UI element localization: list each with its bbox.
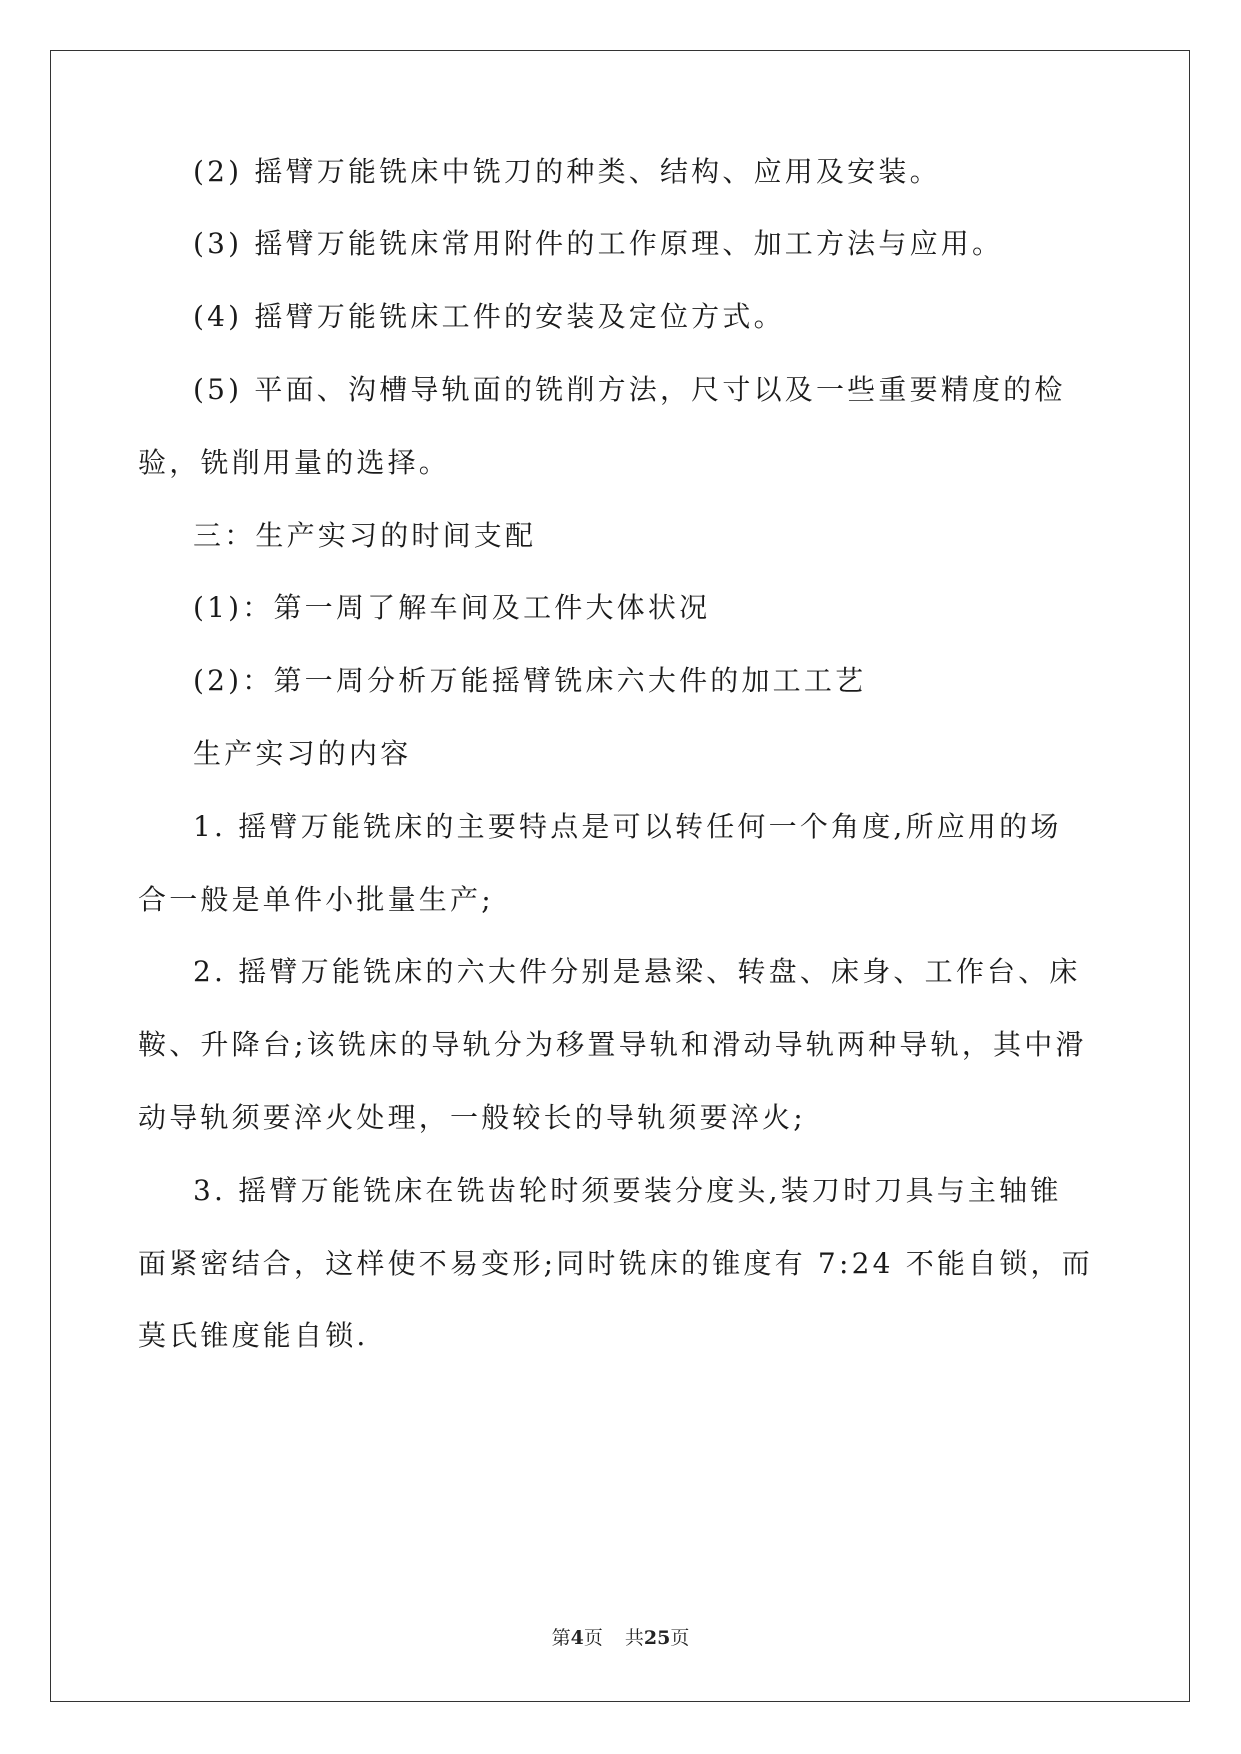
- text-line: (5) 平面、沟槽导轨面的铣削方法，尺寸以及一些重要精度的检: [193, 373, 1066, 406]
- text-line: 面紧密结合，这样使不易变形;同时铣床的锥度有 7:24 不能自锁，而: [138, 1247, 1093, 1280]
- section-heading: 三：生产实习的时间支配: [193, 519, 537, 552]
- text-line: (3) 摇臂万能铣床常用附件的工作原理、加工方法与应用。: [193, 227, 1004, 260]
- text-line: (1)：第一周了解车间及工件大体状况: [193, 591, 711, 624]
- total-pages-number: 25: [643, 1627, 671, 1649]
- section-heading: 生产实习的内容: [193, 737, 412, 770]
- footer-page-word: 页: [583, 1627, 603, 1649]
- footer-total-prefix: 共: [624, 1627, 644, 1649]
- text-line: (4) 摇臂万能铣床工件的安装及定位方式。: [193, 300, 785, 333]
- text-line: 2. 摇臂万能铣床的六大件分别是悬梁、转盘、床身、工作台、床: [193, 955, 1081, 988]
- text-line: (2) 摇臂万能铣床中铣刀的种类、结构、应用及安装。: [193, 155, 941, 188]
- text-line: 1. 摇臂万能铣床的主要特点是可以转任何一个角度,所应用的场: [193, 810, 1062, 843]
- page-border: [50, 50, 1190, 1702]
- footer-total-word: 页: [670, 1627, 690, 1649]
- text-line: 动导轨须要淬火处理，一般较长的导轨须要淬火;: [138, 1101, 806, 1134]
- current-page-number: 4: [570, 1627, 584, 1649]
- page-footer: [0, 1623, 1241, 1650]
- text-line: 3. 摇臂万能铣床在铣齿轮时须要装分度头,装刀时刀具与主轴锥: [193, 1174, 1062, 1207]
- text-line: 莫氏锥度能自锁.: [138, 1319, 369, 1352]
- text-line: 鞍、升降台;该铣床的导轨分为移置导轨和滑动导轨两种导轨，其中滑: [138, 1028, 1087, 1061]
- text-line: (2)：第一周分析万能摇臂铣床六大件的加工工艺: [193, 664, 867, 697]
- footer-prefix: 第: [551, 1627, 571, 1649]
- text-line: 验，铣削用量的选择。: [138, 446, 451, 479]
- text-line: 合一般是单件小批量生产;: [138, 883, 494, 916]
